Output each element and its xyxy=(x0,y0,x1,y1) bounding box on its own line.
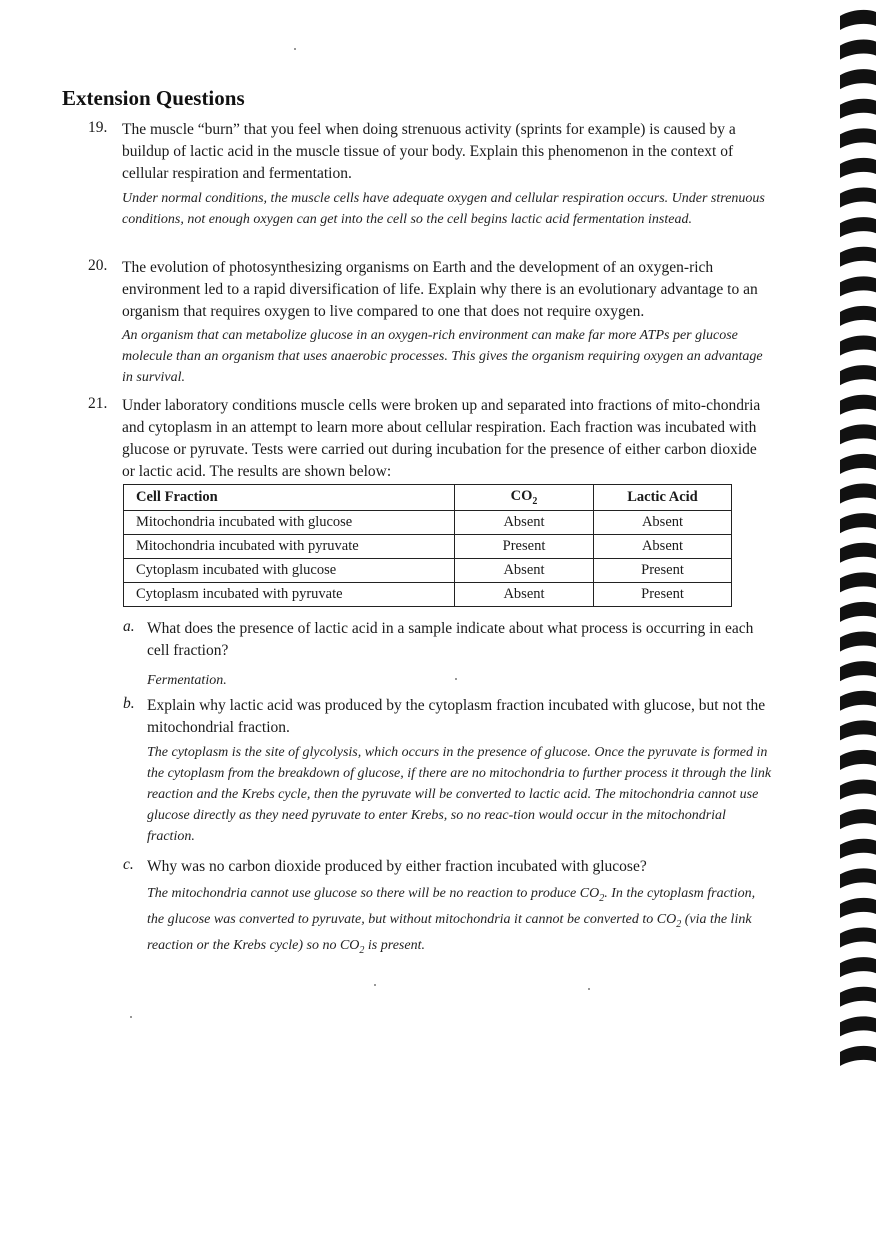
spiral-loop xyxy=(840,217,876,237)
cell-fraction: Cytoplasm incubated with glucose xyxy=(124,559,455,583)
scan-speck xyxy=(455,678,457,680)
cell-lactic-acid: Absent xyxy=(594,535,732,559)
spiral-loop xyxy=(840,898,876,918)
spiral-loop xyxy=(840,336,876,356)
subquestion-letter: b. xyxy=(123,695,135,712)
cell-co2: Absent xyxy=(455,559,594,583)
subquestion-text: Why was no carbon dioxide produced by either fraction incubated with glucose? xyxy=(147,858,647,875)
results-table xyxy=(123,484,732,607)
cell-lactic-acid: Present xyxy=(594,583,732,607)
scan-speck xyxy=(294,48,296,50)
spiral-loop xyxy=(840,632,876,652)
spiral-loop xyxy=(840,128,876,148)
spiral-loop xyxy=(840,1016,876,1036)
table-header-row xyxy=(124,485,732,511)
question-text: The evolution of photosynthesizing organisms on Earth and the development of an oxygen-rich environment led to a rapid diversification of life. Explain why there is an evolutionary advantage to an organism that requires oxygen to live compared to one that does not require oxygen. xyxy=(122,259,758,320)
spiral-loop xyxy=(840,839,876,859)
spiral-loop xyxy=(840,69,876,89)
spiral-loop xyxy=(840,188,876,208)
spiral-loop xyxy=(840,602,876,622)
spiral-loop xyxy=(840,1046,876,1066)
spiral-loop xyxy=(840,454,876,474)
scan-speck xyxy=(374,984,376,986)
question-text: Under laboratory conditions muscle cells were broken up and separated into fractions of mito-chondria and cytoplasm in an attempt to learn more about cellular respiration. Each fraction was incubated with glucose or pyruvate. Tests were carried out during incubation for the presence of either carbon dioxide or lactic acid. The results are shown below: xyxy=(122,397,761,480)
table-row xyxy=(124,559,732,583)
cell-fraction: Cytoplasm incubated with pyruvate xyxy=(124,583,455,607)
spiral-loop xyxy=(840,99,876,119)
cell-co2: Absent xyxy=(455,511,594,535)
spiral-binding xyxy=(820,0,880,1080)
spiral-loop xyxy=(840,247,876,267)
answer-text: Under normal conditions, the muscle cells have adequate oxygen and cellular respiration occurs. Under strenuous conditions, not enough oxygen can get into the cell so the cell begins lactic acid fermentation instead. xyxy=(122,191,765,227)
spiral-loop xyxy=(840,720,876,740)
spiral-loop xyxy=(840,957,876,977)
table-row xyxy=(124,535,732,559)
question-text: The muscle “burn” that you feel when doing strenuous activity (sprints for example) is caused by a buildup of lactic acid in the muscle tissue of your body. Explain this phenomenon in the context of cellular respiration and fermentation. xyxy=(122,121,736,182)
answer-text: The cytoplasm is the site of glycolysis, which occurs in the presence of glucose. Once the pyruvate is formed in the cytoplasm from the breakdown of glucose, if there are no mitochondria to further process it through the link reaction and the Krebs cycle, then the pyruvate will be converted to lactic acid. The mitochondria cannot use glucose directly as they need pyruvate to enter Krebs, so no reac-tion would occur in the mitochondrial fraction. xyxy=(147,745,772,844)
answer-text: The mitochondria cannot use glucose so there will be no reaction to produce $CO_2$. In the cytoplasm fraction, the glucose was converted to pyruvate, but without mitochondria it cannot be converted to $CO_2$ (via the link reaction or the Krebs cycle) so no $CO_2$ is present. xyxy=(147,886,756,956)
spiral-loop xyxy=(840,365,876,385)
cell-lactic-acid: Absent xyxy=(594,511,732,535)
spiral-loop xyxy=(840,158,876,178)
subquestion-text: What does the presence of lactic acid in a sample indicate about what process is occurring in each cell fraction? xyxy=(147,620,754,659)
cell-fraction: Mitochondria incubated with pyruvate xyxy=(124,535,455,559)
spiral-loop xyxy=(840,276,876,296)
section-title: Extension Questions xyxy=(62,86,245,110)
spiral-loop xyxy=(840,484,876,504)
spiral-loop xyxy=(840,868,876,888)
table-row xyxy=(124,583,732,607)
header-cell-lactic-acid: Lactic Acid xyxy=(594,485,732,511)
spiral-loop xyxy=(840,424,876,444)
cell-lactic-acid: Present xyxy=(594,559,732,583)
spiral-loop xyxy=(840,987,876,1007)
answer-text: Fermentation. xyxy=(147,673,227,688)
cell-co2: Present xyxy=(455,535,594,559)
spiral-loop xyxy=(840,809,876,829)
spiral-loop xyxy=(840,306,876,326)
cell-co2: Absent xyxy=(455,583,594,607)
spiral-loop xyxy=(840,395,876,415)
header-cell-co2: $CO_2$ xyxy=(455,485,594,511)
answer-text: An organism that can metabolize glucose in an oxygen-rich environment can make far more ATPs per glucose molecule than an organism that uses anaerobic processes. This gives the organism requiring oxygen an advantage in survival. xyxy=(122,328,763,385)
cell-fraction: Mitochondria incubated with glucose xyxy=(124,511,455,535)
spiral-loop xyxy=(840,691,876,711)
spiral-loop xyxy=(840,661,876,681)
spiral-loop xyxy=(840,928,876,948)
spiral-loop xyxy=(840,780,876,800)
question-number: 21. xyxy=(88,395,108,412)
spiral-loop xyxy=(840,750,876,770)
scan-speck xyxy=(588,988,590,990)
subquestion-letter: c. xyxy=(123,856,134,873)
spiral-loop xyxy=(840,40,876,60)
question-number: 19. xyxy=(88,119,108,136)
table-row xyxy=(124,511,732,535)
question-number: 20. xyxy=(88,257,108,274)
header-cell-fraction: Cell Fraction xyxy=(124,485,455,511)
spiral-loop xyxy=(840,572,876,592)
spiral-loop xyxy=(840,513,876,533)
scan-speck xyxy=(130,1016,132,1018)
subquestion-letter: a. xyxy=(123,618,135,635)
subquestion-text: Explain why lactic acid was produced by the cytoplasm fraction incubated with glucose, but not the mitochondrial fraction. xyxy=(147,697,766,736)
spiral-loop xyxy=(840,543,876,563)
spiral-loop xyxy=(840,10,876,30)
